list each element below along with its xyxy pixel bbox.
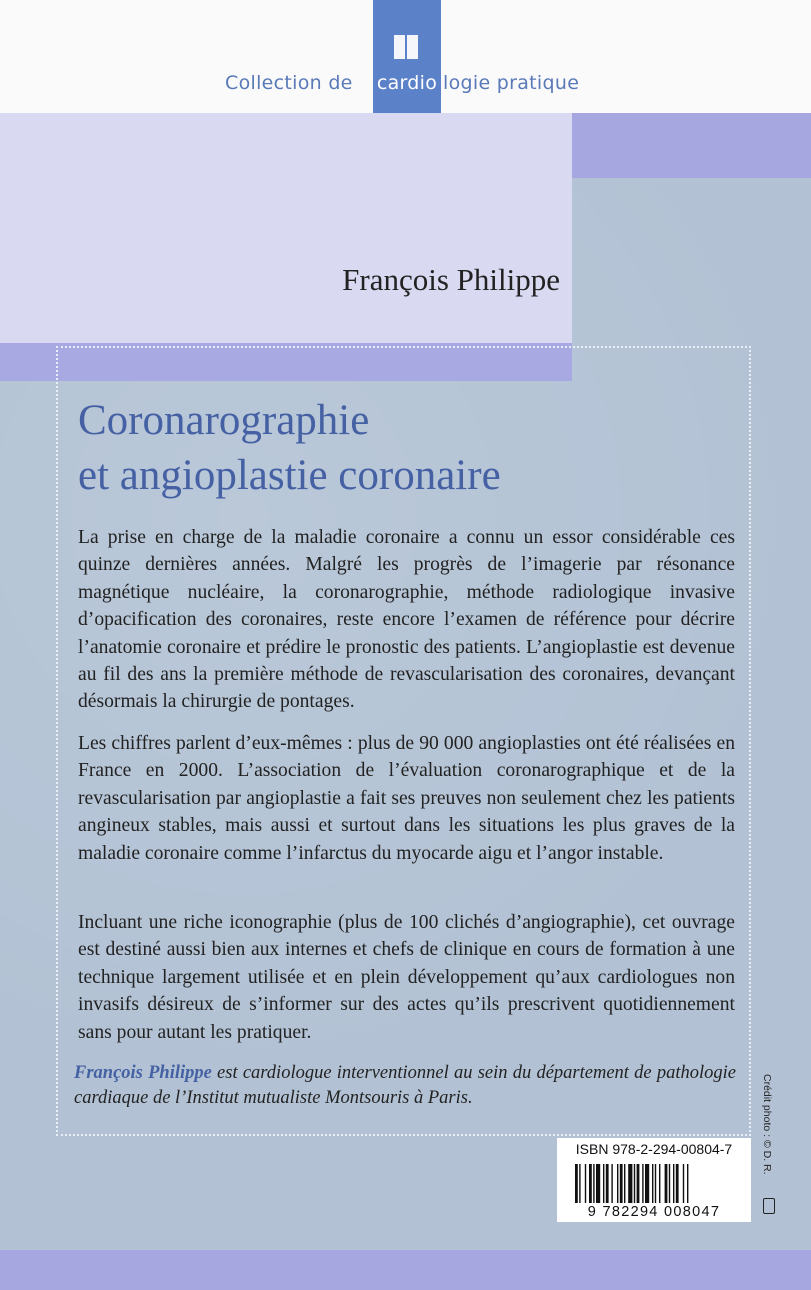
publisher-logo-icon: [763, 1198, 775, 1214]
blurb-paragraph-3: Incluant une riche iconographie (plus de 100 clichés d’angiographie), cet ouvrage est destiné aussi bien aux internes et chefs de clinique en cours de formation à une technique largement utilisée et en plein développement qu’aux cardiologues non invasifs désireux de s’informer sur des actes qu’ils prescrivent quotidiennement sans pour autant les pratiquer.: [78, 912, 735, 1043]
series-label-part3: logie pratique: [443, 72, 580, 94]
bottom-bar: [0, 1250, 811, 1290]
isbn-label: ISBN 978-2-294-00804-7: [557, 1138, 751, 1160]
series-label-part1: Collection de: [225, 72, 353, 94]
author-panel: [0, 113, 572, 343]
author-bio-name: François Philippe: [74, 1063, 212, 1083]
book-title-line-2: et angioplastie coronaire: [78, 452, 501, 499]
book-title: [78, 393, 758, 503]
blurb-paragraph-1: La prise en charge de la maladie coronaire a connu un essor considérable ces quinze dernières années. Malgré les progrès de l’imagerie par résonance magnétique nucléaire, la coronarographie, méthode radiologique invasive d’opacification des coronaires, reste encore l’examen de référence pour décrire l’anatomie coronaire et prédire le pronostic des patients. L’angioplastie est devenue au fil des ans la première méthode de revascularisation des coronaires, devançant désormais la chirurgie de pontages.: [78, 527, 735, 713]
author-bio-text: est cardiologue interventionnel au sein du département de pathologie cardiaque de l’Institut mutualiste Montsouris à Paris.: [74, 1063, 736, 1108]
series-logo-icon: [394, 35, 418, 59]
barcode-bars: [557, 1164, 751, 1206]
decorative-bar-right: [572, 113, 811, 178]
author-bio: [74, 1061, 736, 1111]
series-label: [0, 70, 811, 100]
blurb-paragraph-2: Les chiffres parlent d’eux-mêmes : plus de 90 000 angioplasties ont été réalisées en France en 2000. L’association de l’évaluation coronarographique et de la revascularisation par angioplastie a fait ses preuves non seulement chez les patients angineux stables, mais aussi et surtout dans les situations les plus graves de la maladie coronaire comme l’infarctus du myocarde aigu et l’angor instable.: [78, 733, 735, 864]
photo-credit: Crédit photo : © D. R.: [761, 1074, 773, 1175]
author-name: François Philippe: [342, 262, 560, 297]
series-label-part2: cardio: [376, 72, 438, 94]
barcode-digits: 9 782294 008047: [557, 1203, 751, 1222]
book-title-line-1: Coronarographie: [78, 397, 370, 444]
